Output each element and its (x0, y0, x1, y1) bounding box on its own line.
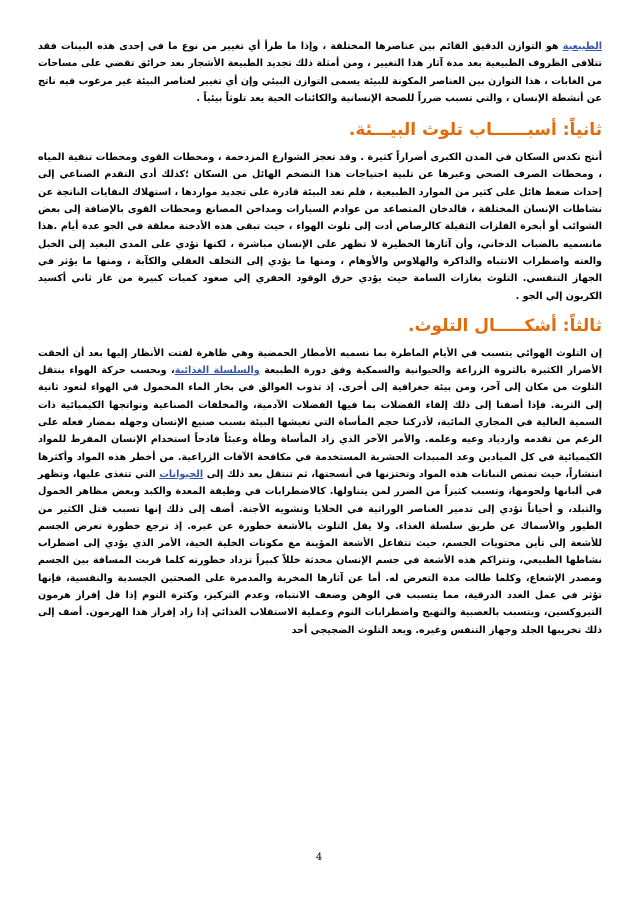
paragraph-causes: أنتج تكدس السكان في المدن الكبرى أضراراً كثيرة . وقد تعجز الشوارع المزدحمة ، ومحطات القوى ومحطات تنقية المياه ، ومحطات الصرف الصحي وغيرها عن تلبية احتياجات هذا التضخم الهائل من السكان ؛كذلك أدى التقدم الصناعي إلى إحداث ضغط هائل على كثير من الموارد الطبيعية ، فلم تعد البيئة قادرة على تجديد مواردها ، استهلاك النفايات الناتجة عن نشاطات الإنسان المختلفة ، فالدخان المتصاعد من عوادم السيارات ومداخن المصانع ومحطات القوى بالإضافة إلى بعض الشوائب أو أبخرة الفلزات الثقيلة كالرصاص أدت إلى تلوث الهواء ، حيث تبقى هذه الأدخنة معلقة في الجو عدة أيام .هذا مانسميه بالضباب الدخاني، وأن آثارها الخطيرة لا تظهر على الإنسان مباشرة ، لكنها تؤدي على المدى البعيد إلى الخبل والعته واضطراب الانتباه والذاكرة والهلاوس والأوهام ، ومنها ما يؤدي إلى التخلف العقلي والكآبة ، ومنها ما يؤثر في الجهاز التنفسي. التلوث بغازات السامة حيث يؤدي حرق الوقود الحفري إلي صعود كميات كبيرة من غاز ثاني أكسيد الكربون إلي الجو . (38, 152, 602, 302)
document-page (38, 38, 602, 639)
paragraph-forms (38, 345, 602, 639)
section-heading-causes: ثانياً: أسبــــــاب تلوث البيـــئة. (348, 120, 602, 141)
paragraph-text-part-1: إن التلوث الهوائي يتسبب في الأيام الماطرة بما نسميه الأمطار الحمضية وهي ظاهرة لفتت الأنظار إليها بعد أن ألحقت الأضرار الكثيرة بالثروة الزراعة والحيوانية والسمكية وفق دورة الطبيعة (38, 347, 602, 377)
paragraph-text-part-3: التي تتغذى عليها، وتظهر في ألبانها ولحومها، وتسبب كثيراً من الضرر لمن يتناولها. كالاضطرابات في وظيفة المعدة والكبد وبعض مظاهر الخمول والتبلد، و أحياناً تؤدي إلى تدمير العناصر الوراثية في الخلايا وتشويه الأجنة. أضف إلى ذلك إنها تسبب قتل الكثير من الطيور والأسماك عن طريق سلسلة الغذاء. ولا يقل التلوث بالأشعة خطورة عن غيره. إذ ترجع خطورة تعرض الجسم للأشعة إلى تأين محتويات الجسم، حيث تتفاعل الأشعة المؤينة مع مكونات الخلية الحية، الأمر الذي يؤدي إلى اضطراب نشاطها الطبيعي، وتتراكم هذه الأشعة في جسم الإنسان محدثة خللاً كبيراً تزداد خطورته كلما قربت المسافة بين الجسم ومصدر الإشعاع، وكلما طالت مدة التعرض له. أما عن آثارها المخربة والمدمرة على الصحتين الجسدية والنفسية، فإنها تؤثر في عمل الغدد الدرقية، مما يتسبب في الوهن وضعف الانتباه، وعدم التركيز، وكثرة النوم إذا قل إفراز هرمون التيروكسين، ويتسبب بالعصبية والتهيج واضطرابات النوم وعملية الاستقلاب الغذائي إذا زاد إفراز هذا الهرمون. أضف إلى ذلك تخريبها الجلد وجهاز التنفس وغيره. ويعد التلوث الضجيجي أحد (38, 468, 602, 636)
paragraph-text: هو التوازن الدقيق القائم بين عناصرها المختلفة ، وإذا ما طرأ أي تغيير من نوع ما في إحدى هذه البينات فقد تتلافى الظروف الطبيعية بعد مدة آثار هذا التغيير ، ومن أمثلة ذلك تجديد الطبيعة الأشجار بعد حرائق تقضي على مساحات من الغابات ، هذا التوازن بين العناصر المكونة للبيئة يسمى التوازن البيئي وإن أي تغيير لعناصر البيئة غير مرغوب فيه ناتج عن أنشطة الإنسان ، والتي تسبب ضرراً للصحة الإنسانية والكائنات الحية يعد تلوثاً بيئياً . (38, 41, 602, 104)
page-number: 4 (315, 852, 323, 863)
link-food-chain[interactable]: والسلسلة الغذائية (174, 365, 260, 377)
section-heading-forms: ثالثاً: أشكـــــال التلوث. (407, 315, 602, 336)
link-animals[interactable]: الحيوانات (159, 468, 204, 480)
paragraph-environmental-balance (38, 38, 602, 107)
paragraph-text-part-2: ، وبحسب حركة الهواء ينتقل التلوث من مكان إلى آخر، ومن بيئة جغرافية إلى أخرى. إذ تذوب العوالق في بخار الماء المحمول في الهواء لتعود ثانية إلى التربة. فإذا أضفنا إلى ذلك إلقاء الفضلات بما فيها الفضلات الآدمية، والمخلفات الصناعية ونواتجها الكيميائية ذات السمية العالية في المجاري المائية، لأدركنا حجم المأساة التي تعيشها البيئة بسبب صنيع الإنسان وجهله بمضار فعله على الرغم من تقدمه وازدياد وعيه وعلمه. والأمر الآخر الذي زاد المأساة وطأة وعبئاً فادحاً استخدام الإنسان المفرط للمواد الكيميائية في كل الميادين وعد المبيدات الحشرية المستخدمة في مكافحة الآفات الزراعية. من أخطر هذه المواد وأكثرها انتشاراً، حيث تمتص النباتات هذه المواد وتختزنها في أنسجتها، ثم تنتقل بعد ذلك إلى (38, 365, 602, 480)
term-link-natural[interactable]: الطبيعية (562, 41, 602, 52)
